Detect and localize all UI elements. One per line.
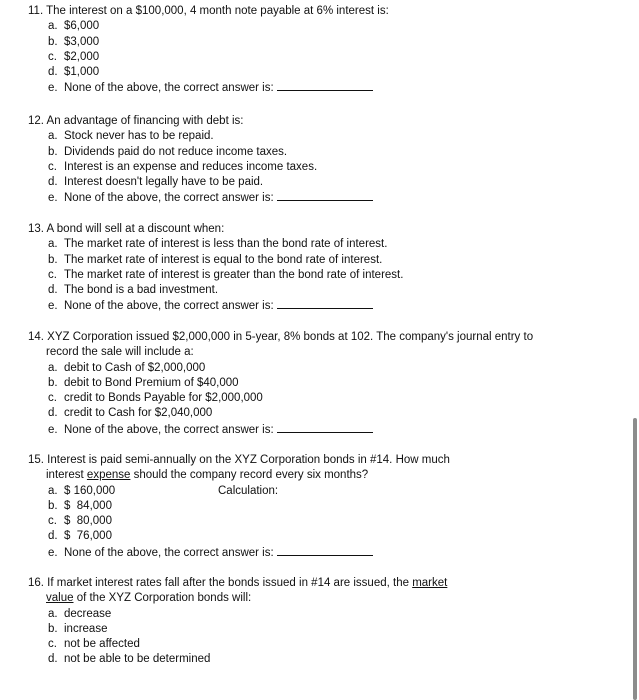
question-stem-continued: record the sale will include a: bbox=[46, 346, 194, 359]
question-stem: 13. A bond will sell at a discount when: bbox=[28, 223, 225, 235]
option-d: d. $1,000 bbox=[48, 66, 100, 79]
answer-blank[interactable] bbox=[277, 190, 373, 201]
option-c: c. not be affected bbox=[48, 638, 140, 651]
answer-blank[interactable] bbox=[277, 545, 373, 556]
option-e: e. None of the above, the correct answer is: bbox=[28, 190, 588, 206]
option-d: d. credit to Cash for $2,040,000 bbox=[48, 407, 213, 420]
question-stem-continued: interest expense should the company record every six months? bbox=[46, 469, 369, 482]
option-a: a. $6,000 bbox=[48, 20, 100, 33]
option-e: e. None of the above, the correct answer is: bbox=[28, 80, 588, 96]
option-c: c. $ 80,000 bbox=[48, 515, 112, 528]
option-c: c. $2,000 bbox=[48, 50, 100, 63]
option-b: b. The market rate of interest is equal to the bond rate of interest. bbox=[48, 253, 383, 266]
question-12 bbox=[28, 114, 588, 207]
option-d: d. Interest doesn't legally have to be paid. bbox=[48, 176, 264, 189]
question-stem: 14. XYZ Corporation issued $2,000,000 in 5-year, 8% bonds at 102. The company's journal entry to bbox=[28, 331, 534, 343]
option-d: d. The bond is a bad investment. bbox=[48, 284, 219, 297]
answer-blank[interactable] bbox=[277, 422, 373, 433]
question-stem: 16. If market interest rates fall after the bonds issued in #14 are issued, the market bbox=[28, 577, 448, 589]
option-c: c. credit to Bonds Payable for $2,000,000 bbox=[48, 392, 263, 405]
option-b: b. $ 84,000 bbox=[48, 499, 112, 512]
option-c: c. Interest is an expense and reduces income taxes. bbox=[48, 160, 318, 173]
option-b: b. $3,000 bbox=[48, 35, 100, 48]
option-e: e. None of the above, the correct answer is: bbox=[28, 422, 588, 438]
question-16 bbox=[28, 576, 588, 668]
calculation-label: Calculation: bbox=[218, 484, 279, 497]
option-d: d. $ 76,000 bbox=[48, 530, 112, 543]
question-13 bbox=[28, 222, 588, 315]
option-e: e. None of the above, the correct answer is: bbox=[28, 298, 588, 314]
option-a: a. Stock never has to be repaid. bbox=[48, 130, 214, 143]
option-c: c. The market rate of interest is greater than the bond rate of interest. bbox=[48, 268, 404, 281]
answer-blank[interactable] bbox=[277, 80, 373, 91]
option-b: b. Dividends paid do not reduce income taxes. bbox=[48, 145, 288, 158]
question-14 bbox=[28, 330, 588, 438]
question-stem-continued: value of the XYZ Corporation bonds will: bbox=[46, 592, 252, 605]
vertical-scrollbar[interactable] bbox=[633, 418, 637, 700]
option-e: e. None of the above, the correct answer is: bbox=[28, 545, 588, 561]
option-a: a. The market rate of interest is less than the bond rate of interest. bbox=[48, 238, 388, 251]
option-a: a. debit to Cash of $2,000,000 bbox=[48, 361, 206, 374]
question-stem: 12. An advantage of financing with debt is: bbox=[28, 115, 244, 127]
option-d: d. not be able to be determined bbox=[48, 653, 211, 666]
question-stem: 11. The interest on a $100,000, 4 month note payable at 6% interest is: bbox=[28, 5, 389, 17]
option-b: b. increase bbox=[48, 622, 108, 635]
question-11 bbox=[28, 4, 588, 97]
option-b: b. debit to Bond Premium of $40,000 bbox=[48, 376, 239, 389]
answer-blank[interactable] bbox=[277, 298, 373, 309]
question-15 bbox=[28, 453, 588, 561]
question-stem: 15. Interest is paid semi-annually on the XYZ Corporation bonds in #14. How much bbox=[28, 454, 450, 466]
option-a: a. $ 160,000 Calculation: bbox=[28, 484, 588, 499]
option-a: a. decrease bbox=[48, 607, 112, 620]
